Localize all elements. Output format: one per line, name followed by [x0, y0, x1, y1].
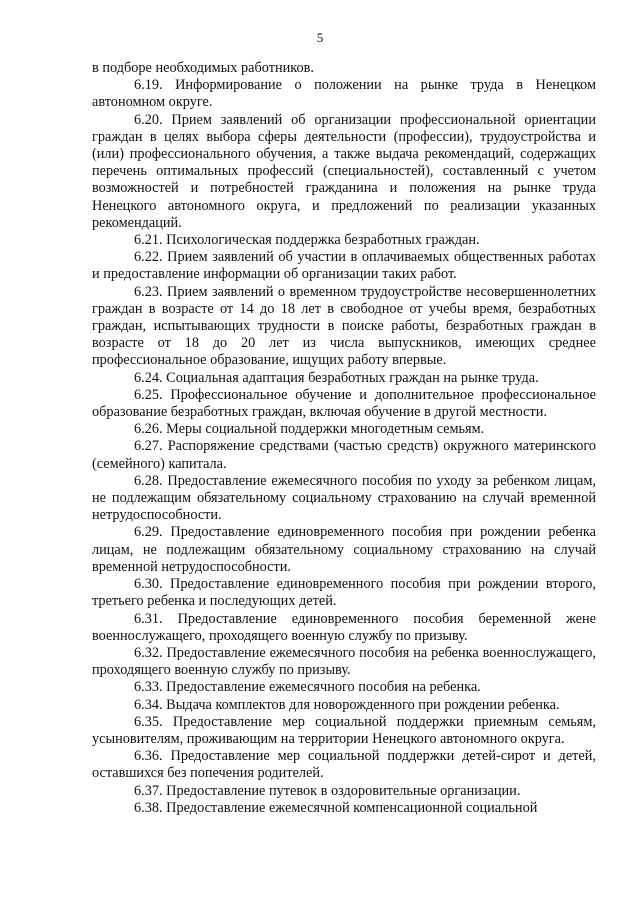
- paragraph-6-38: 6.38. Предоставление ежемесячной компенсационной социальной: [134, 799, 538, 816]
- document-body: [92, 60, 596, 817]
- paragraph-6-27: 6.27. Распоряжение средствами (частью средств) окружного материнского (семейного) капитала.: [92, 438, 596, 472]
- paragraph-6-26: 6.26. Меры социальной поддержки многодетным семьям.: [134, 421, 485, 438]
- paragraph-6-37: 6.37. Предоставление путевок в оздоровительные организации.: [134, 782, 521, 799]
- paragraph-6-21: 6.21. Психологическая поддержка безработных граждан.: [134, 232, 480, 249]
- page-number: 5: [316, 30, 324, 45]
- paragraph-6-31: 6.31. Предоставление единовременного пособия беременной жене военнослужащего, проходящего военную службу по призыву.: [92, 610, 596, 644]
- paragraph-6-36: 6.36. Предоставление мер социальной поддержки детей-сирот и детей, оставшихся без попечения родителей.: [92, 748, 596, 782]
- paragraph-6-20: 6.20. Прием заявлений об организации профессиональной ориентации граждан в целях выбора сферы деятельности (профессии), трудоустройства и (или) профессионального обучения, а также выдача рекомендаций, содержащих перечень оптимальных профессий (специальностей), составленный с учетом возможностей и потребностей гражданина и положения на рынке труда Ненецкого автономного округа, и предложений по реализации указанных рекомендаций.: [92, 111, 596, 231]
- paragraph-6-33: 6.33. Предоставление ежемесячного пособия на ребенка.: [134, 679, 481, 696]
- paragraph-6-30: 6.30. Предоставление единовременного пособия при рождении второго, третьего ребенка и последующих детей.: [92, 576, 596, 610]
- paragraph-6-35: 6.35. Предоставление мер социальной поддержки приемным семьям, усыновителям, проживающим на территории Ненецкого автономного округа.: [92, 713, 596, 747]
- paragraph-continuation: в подборе необходимых работников.: [92, 60, 314, 76]
- paragraph-6-29: 6.29. Предоставление единовременного пособия при рождении ребенка лицам, не подлежащим обязательному социальному страхованию на случай временной нетрудоспособности.: [92, 524, 596, 575]
- paragraph-6-19: 6.19. Информирование о положении на рынке труда в Ненецком автономном округе.: [92, 77, 596, 111]
- paragraph-6-23: 6.23. Прием заявлений о временном трудоустройстве несовершеннолетних граждан в возрасте от 14 до 18 лет в свободное от учебы время, безработных граждан, испытывающих трудности в поиске работы, безработных граждан в возрасте от 18 до 20 лет из числа выпускников, имеющих среднее профессиональное образование, ищущих работу впервые.: [92, 283, 596, 369]
- paragraph-6-24: 6.24. Социальная адаптация безработных граждан на рынке труда.: [134, 369, 539, 386]
- paragraph-6-32: 6.32. Предоставление ежемесячного пособия на ребенка военнослужащего, проходящего военную службу по призыву.: [92, 644, 596, 679]
- paragraph-6-22: 6.22. Прием заявлений об участии в оплачиваемых общественных работах и предоставление информации об организации таких работ.: [92, 249, 596, 283]
- paragraph-6-25: 6.25. Профессиональное обучение и дополнительное профессиональное образование безработных граждан, включая обучение в другой местности.: [92, 386, 596, 421]
- paragraph-6-34: 6.34. Выдача комплектов для новорожденного при рождении ребенка.: [134, 696, 560, 713]
- paragraph-6-28: 6.28. Предоставление ежемесячного пособия по уходу за ребенком лицам, не подлежащим обязательному социальному страхованию на случай временной нетрудоспособности.: [92, 472, 596, 524]
